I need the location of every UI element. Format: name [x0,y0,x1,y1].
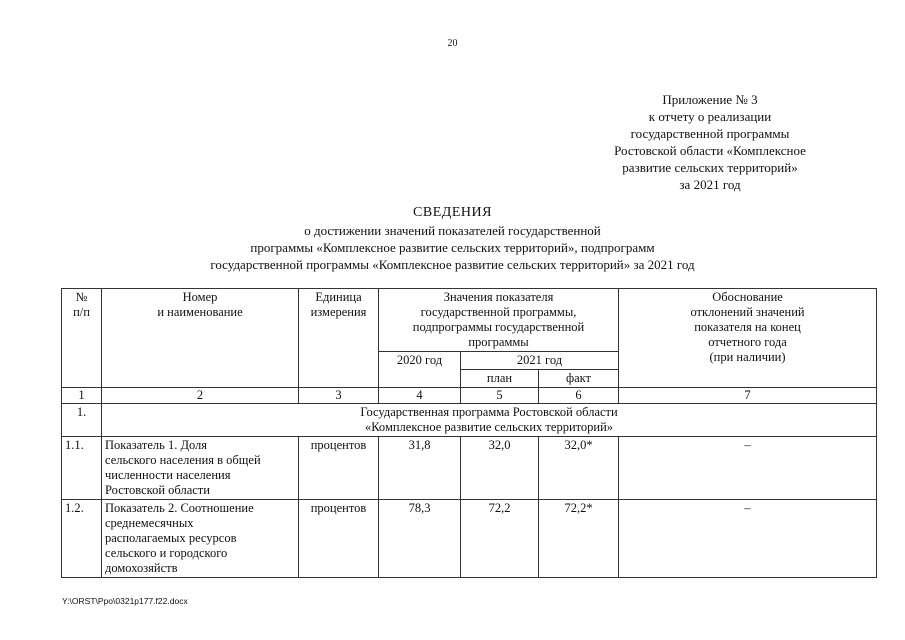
table-row [62,500,877,578]
appendix-line: к отчету о реализации [648,109,772,124]
header-values: Значения показателя государственной программы, подпрограммы государственной программы [379,289,619,352]
section-title: Государственная программа Ростовской области «Комплексное развитие сельских территорий» [102,404,877,437]
file-path-footer: Y:\ORST\Ppo\0321p177.f22.docx [62,596,188,606]
appendix-line: государственной программы [630,126,790,141]
appendix-line: Приложение № 3 [662,92,758,107]
header-unit: Единица измерения [299,289,379,388]
index-cell: 7 [619,388,877,404]
section-no: 1. [62,404,102,437]
subtitle-line: программы «Комплексное развитие сельских территорий», подпрограмм [250,240,655,255]
page-number: 20 [447,38,458,49]
index-cell: 6 [539,388,619,404]
index-cell: 4 [379,388,461,404]
appendix-line: развитие сельских территорий» [622,160,798,175]
subtitle-line: государственной программы «Комплексное развитие сельских территорий» за 2021 год [210,257,695,272]
indicator-unit: процентов [299,437,379,500]
appendix-line: за 2021 год [679,177,741,192]
deviation-reason: – [619,437,877,500]
value-fact: 32,0* [539,437,619,500]
document-subtitle [100,222,805,273]
deviation-reason: – [619,500,877,578]
appendix-block [560,91,860,193]
value-2020: 31,8 [379,437,461,500]
index-cell: 2 [102,388,299,404]
index-cell: 1 [62,388,102,404]
header-name: Номер и наименование [102,289,299,388]
appendix-line: Ростовской области «Комплексное [614,143,806,158]
header-year-2020: 2020 год [379,352,461,388]
table-row [62,437,877,500]
indicators-table [61,288,877,578]
document-title: СВЕДЕНИЯ [413,205,492,220]
index-cell: 5 [461,388,539,404]
header-plan: план [461,370,539,388]
index-cell: 3 [299,388,379,404]
header-fact: факт [539,370,619,388]
section-row [62,404,877,437]
row-no: 1.2. [62,500,102,578]
value-plan: 32,0 [461,437,539,500]
header-year-2021: 2021 год [461,352,619,370]
header-no: № п/п [62,289,102,388]
value-fact: 72,2* [539,500,619,578]
indicator-name: Показатель 2. Соотношение среднемесячных располагаемых ресурсов сельского и городского домохозяйств [102,500,299,578]
value-plan: 72,2 [461,500,539,578]
indicator-unit: процентов [299,500,379,578]
subtitle-line: о достижении значений показателей государственной [304,223,601,238]
header-reason: Обоснование отклонений значений показателя на конец отчетного года (при наличии) [619,289,877,388]
value-2020: 78,3 [379,500,461,578]
row-no: 1.1. [62,437,102,500]
column-index-row [62,388,877,404]
indicator-name: Показатель 1. Доля сельского населения в общей численности населения Ростовской области [102,437,299,500]
